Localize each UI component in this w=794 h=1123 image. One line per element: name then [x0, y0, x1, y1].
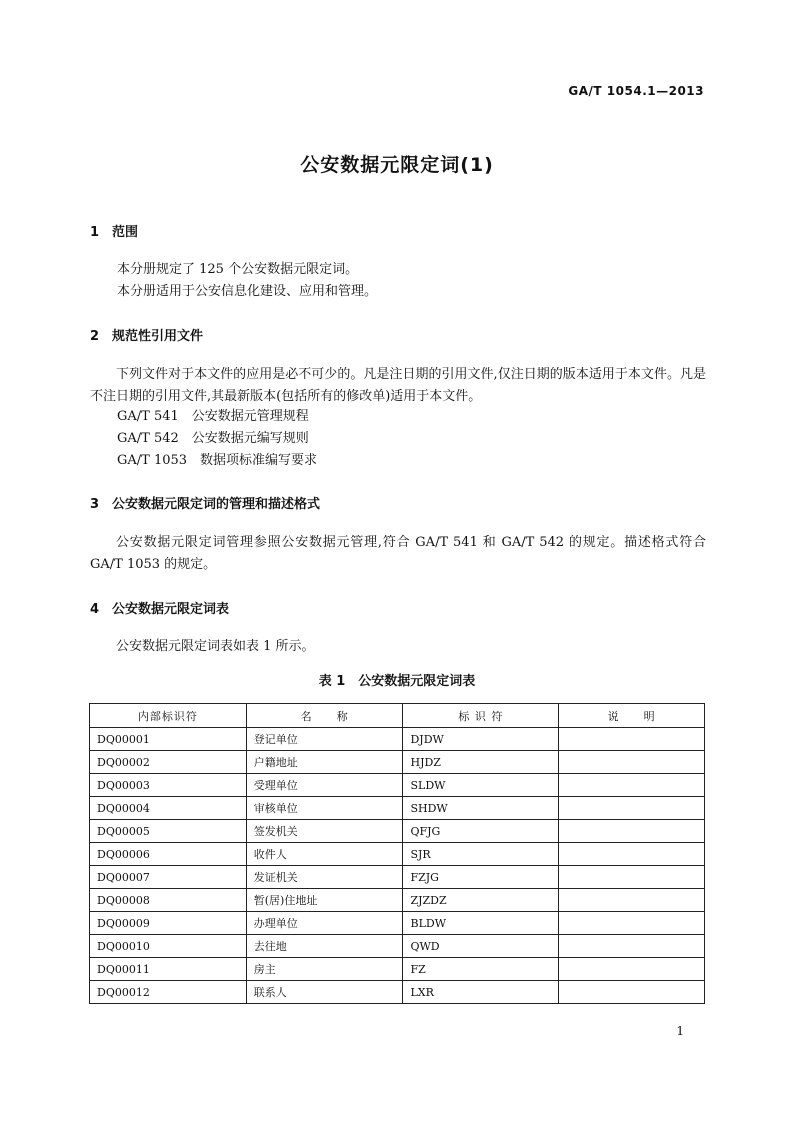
table-row	[90, 843, 705, 866]
scope-line-1: 本分册规定了 125 个公安数据元限定词。	[117, 262, 359, 277]
section-number: 4	[90, 602, 100, 617]
column-header-name: 名 称	[246, 704, 403, 728]
cell-identifier: QWD	[403, 935, 559, 958]
cell-internal-id: DQ00003	[90, 774, 247, 797]
cell-description	[559, 843, 705, 866]
cell-internal-id: DQ00010	[90, 935, 247, 958]
cell-internal-id: DQ00006	[90, 843, 247, 866]
table-row	[90, 981, 705, 1004]
table-row	[90, 866, 705, 889]
cell-description	[559, 774, 705, 797]
cell-description	[559, 797, 705, 820]
table-row	[90, 935, 705, 958]
cell-internal-id: DQ00002	[90, 751, 247, 774]
cell-identifier: SLDW	[403, 774, 559, 797]
table-row	[90, 797, 705, 820]
section-number: 3	[90, 497, 100, 512]
cell-identifier: LXR	[403, 981, 559, 1004]
section-title: 范围	[112, 225, 139, 240]
qualifier-table	[89, 703, 705, 1004]
table-row	[90, 820, 705, 843]
cell-description	[559, 981, 705, 1004]
table-row	[90, 751, 705, 774]
page-number: 1	[676, 1024, 684, 1038]
column-header-internal-id: 内部标识符	[90, 704, 247, 728]
section-number: 1	[90, 225, 100, 240]
cell-identifier: FZ	[403, 958, 559, 981]
cell-name: 收件人	[246, 843, 403, 866]
reference-item: GA/T 1053 数据项标准编写要求	[117, 453, 318, 468]
table-row	[90, 889, 705, 912]
cell-description	[559, 935, 705, 958]
cell-description	[559, 728, 705, 751]
section-3-heading	[90, 493, 320, 512]
table-row	[90, 958, 705, 981]
section-title: 公安数据元限定词的管理和描述格式	[112, 497, 321, 512]
cell-description	[559, 820, 705, 843]
cell-name: 登记单位	[246, 728, 403, 751]
cell-identifier: HJDZ	[403, 751, 559, 774]
cell-internal-id: DQ00001	[90, 728, 247, 751]
section-1-heading	[90, 221, 138, 240]
table-row	[90, 912, 705, 935]
cell-identifier: QFJG	[403, 820, 559, 843]
table-body	[90, 728, 705, 1004]
reference-item: GA/T 541 公安数据元管理规程	[117, 409, 309, 424]
reference-item: GA/T 542 公安数据元编写规则	[117, 431, 309, 446]
column-header-identifier: 标 识 符	[403, 704, 559, 728]
cell-name: 房主	[246, 958, 403, 981]
cell-identifier: ZJZDZ	[403, 889, 559, 912]
section-number: 2	[90, 329, 100, 344]
cell-name: 户籍地址	[246, 751, 403, 774]
cell-internal-id: DQ00004	[90, 797, 247, 820]
cell-name: 发证机关	[246, 866, 403, 889]
section-title: 公安数据元限定词表	[112, 602, 230, 617]
scope-line-2: 本分册适用于公安信息化建设、应用和管理。	[117, 284, 378, 299]
cell-identifier: SHDW	[403, 797, 559, 820]
cell-name: 去往地	[246, 935, 403, 958]
cell-description	[559, 912, 705, 935]
cell-internal-id: DQ00005	[90, 820, 247, 843]
table-row	[90, 774, 705, 797]
cell-identifier: SJR	[403, 843, 559, 866]
cell-identifier: FZJG	[403, 866, 559, 889]
cell-internal-id: DQ00011	[90, 958, 247, 981]
table-caption: 表 1 公安数据元限定词表	[318, 674, 476, 689]
cell-internal-id: DQ00007	[90, 866, 247, 889]
cell-description	[559, 958, 705, 981]
cell-description	[559, 751, 705, 774]
cell-description	[559, 889, 705, 912]
column-header-description: 说 明	[559, 704, 705, 728]
table-intro-paragraph: 公安数据元限定词表如表 1 所示。	[116, 639, 315, 654]
section-4-heading	[90, 598, 229, 617]
cell-internal-id: DQ00009	[90, 912, 247, 935]
cell-name: 联系人	[246, 981, 403, 1004]
cell-description	[559, 866, 705, 889]
cell-identifier: DJDW	[403, 728, 559, 751]
cell-name: 办理单位	[246, 912, 403, 935]
cell-name: 审核单位	[246, 797, 403, 820]
cell-identifier: BLDW	[403, 912, 559, 935]
section-2-heading	[90, 325, 203, 344]
normative-references-paragraph: 下列文件对于本文件的应用是必不可少的。凡是注日期的引用文件,仅注日期的版本适用于本文件。凡是不注日期的引用文件,其最新版本(包括所有的修改单)适用于本文件。	[90, 367, 706, 404]
cell-name: 暂(居)住地址	[246, 889, 403, 912]
cell-internal-id: DQ00012	[90, 981, 247, 1004]
section-title: 规范性引用文件	[112, 329, 204, 344]
cell-internal-id: DQ00008	[90, 889, 247, 912]
management-paragraph: 公安数据元限定词管理参照公安数据元管理,符合 GA/T 541 和 GA/T 542 的规定。描述格式符合 GA/T 1053 的规定。	[90, 535, 706, 572]
table-row	[90, 728, 705, 751]
cell-name: 受理单位	[246, 774, 403, 797]
document-title: 公安数据元限定词(1)	[300, 154, 494, 176]
cell-name: 签发机关	[246, 820, 403, 843]
standard-code: GA/T 1054.1—2013	[568, 84, 704, 98]
table-header-row	[90, 704, 705, 728]
